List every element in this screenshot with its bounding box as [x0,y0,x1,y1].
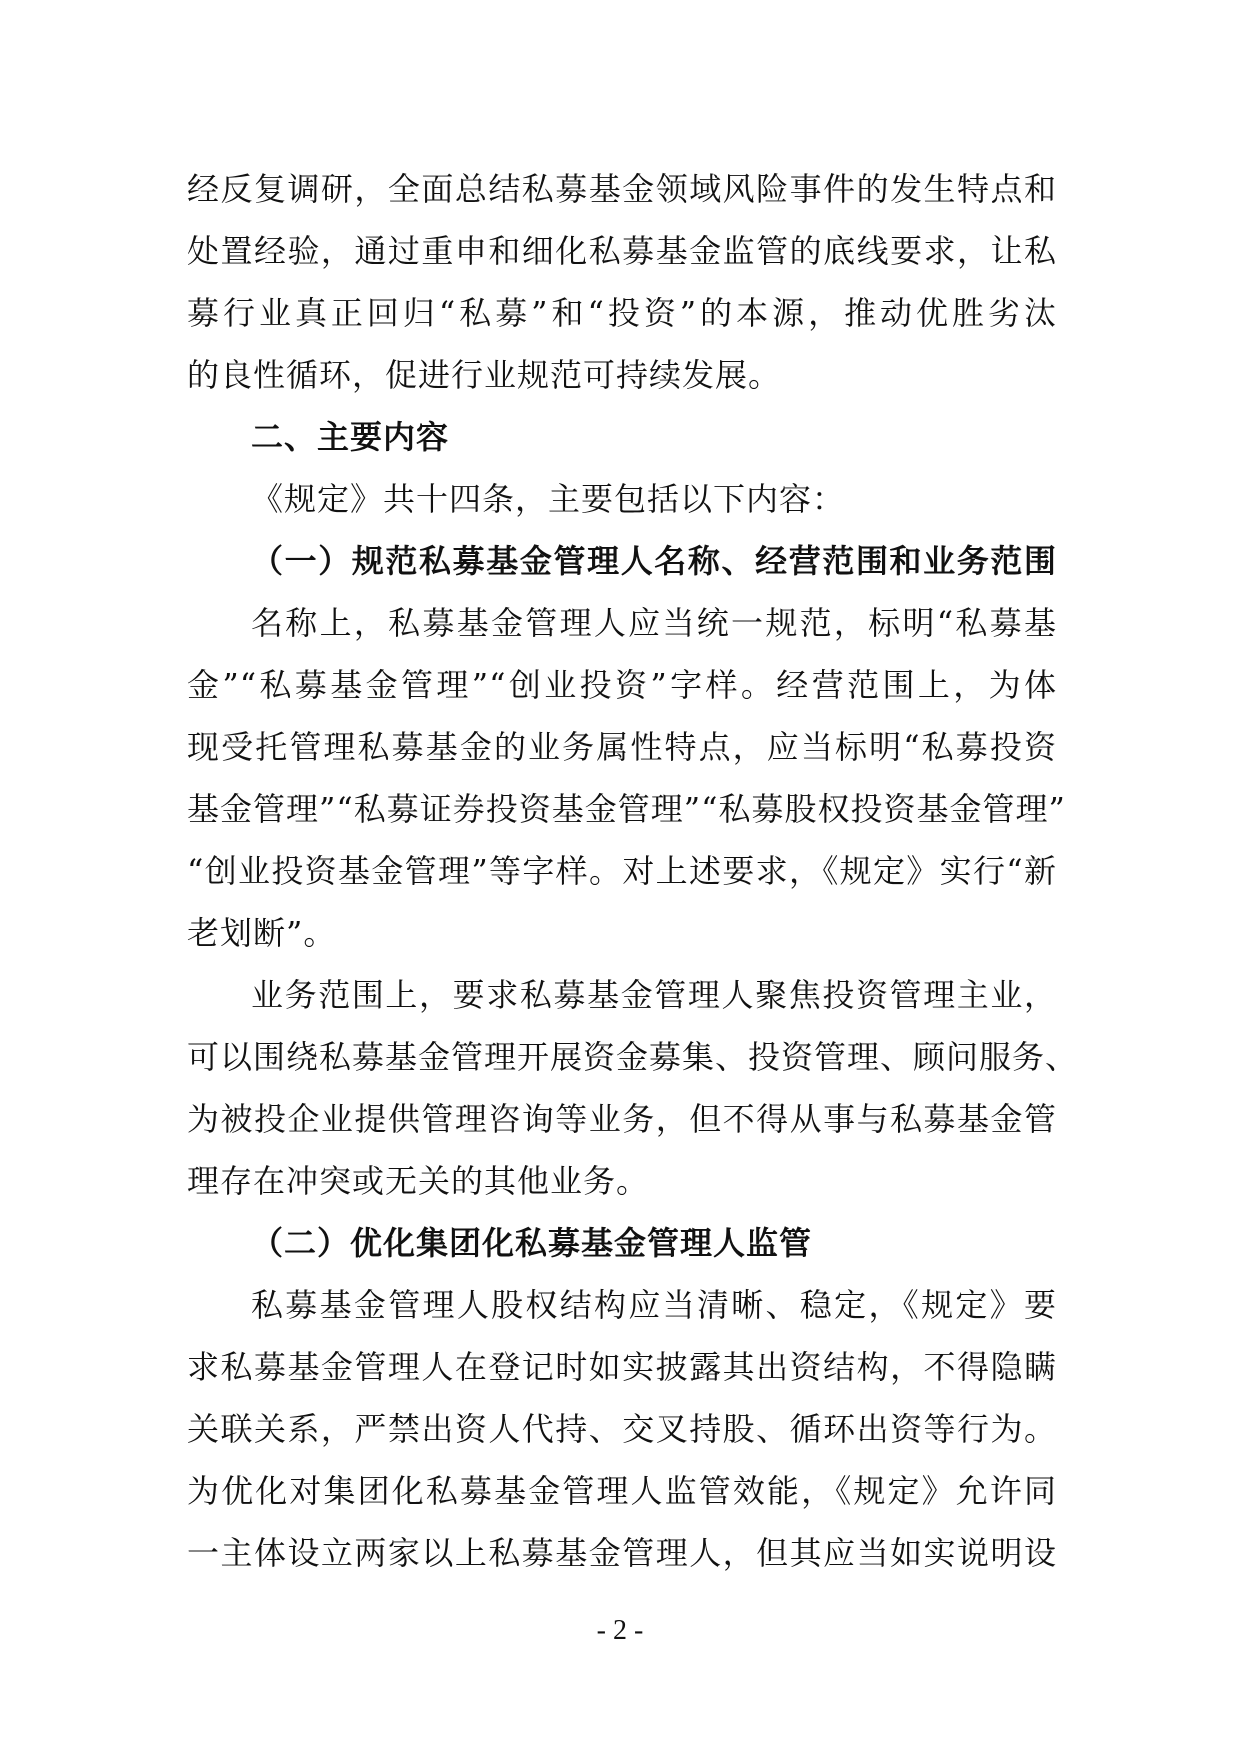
paragraph-line: 处置经验，通过重申和细化私募基金监管的底线要求，让私 [187,232,1057,270]
paragraph-line: 经反复调研，全面总结私募基金领域风险事件的发生特点和 [187,170,1057,208]
paragraph-line: 的良性循环，促进行业规范可持续发展。 [187,356,782,394]
paragraph-line: 理存在冲突或无关的其他业务。 [187,1162,650,1200]
paragraph-line: 《规定》共十四条，主要包括以下内容： [251,480,846,518]
paragraph-line: 关联关系，严禁出资人代持、交叉持股、循环出资等行为。 [187,1410,1057,1448]
paragraph-line: 现受托管理私募基金的业务属性特点，应当标明“私募投资 [187,728,1057,766]
paragraph-line: 私募基金管理人股权结构应当清晰、稳定，《规定》要 [251,1286,1057,1324]
subsection-heading: （一）规范私募基金管理人名称、经营范围和业务范围 [251,542,1057,580]
subsection-heading: （二）优化集团化私募基金管理人监管 [251,1224,813,1262]
paragraph-line: 基金管理”“私募证券投资基金管理”“私募股权投资基金管理” [187,790,1066,828]
page-number: - 2 - [596,1615,644,1646]
paragraph-line: 求私募基金管理人在登记时如实披露其出资结构，不得隐瞒 [187,1348,1057,1386]
paragraph-line: 老划断”。 [187,914,337,952]
paragraph-line: 一主体设立两家以上私募基金管理人，但其应当如实说明设 [187,1534,1057,1572]
paragraph-line: 名称上，私募基金管理人应当统一规范，标明“私募基 [251,604,1057,642]
document-body [187,158,1079,1584]
paragraph-line: 业务范围上，要求私募基金管理人聚焦投资管理主业， [251,976,1057,1014]
paragraph-line: 可以围绕私募基金管理开展资金募集、投资管理、顾问服务、 [187,1038,1079,1076]
paragraph-line: 金”“私募基金管理”“创业投资”字样。经营范围上，为体 [187,666,1057,704]
paragraph-line: 为优化对集团化私募基金管理人监管效能，《规定》允许同 [187,1472,1057,1510]
paragraph-line: 募行业真正回归“私募”和“投资”的本源，推动优胜劣汰 [187,294,1057,332]
paragraph-line: “创业投资基金管理”等字样。对上述要求，《规定》实行“新 [187,852,1057,890]
paragraph-line: 为被投企业提供管理咨询等业务，但不得从事与私募基金管 [187,1100,1057,1138]
section-heading: 二、主要内容 [251,418,450,456]
